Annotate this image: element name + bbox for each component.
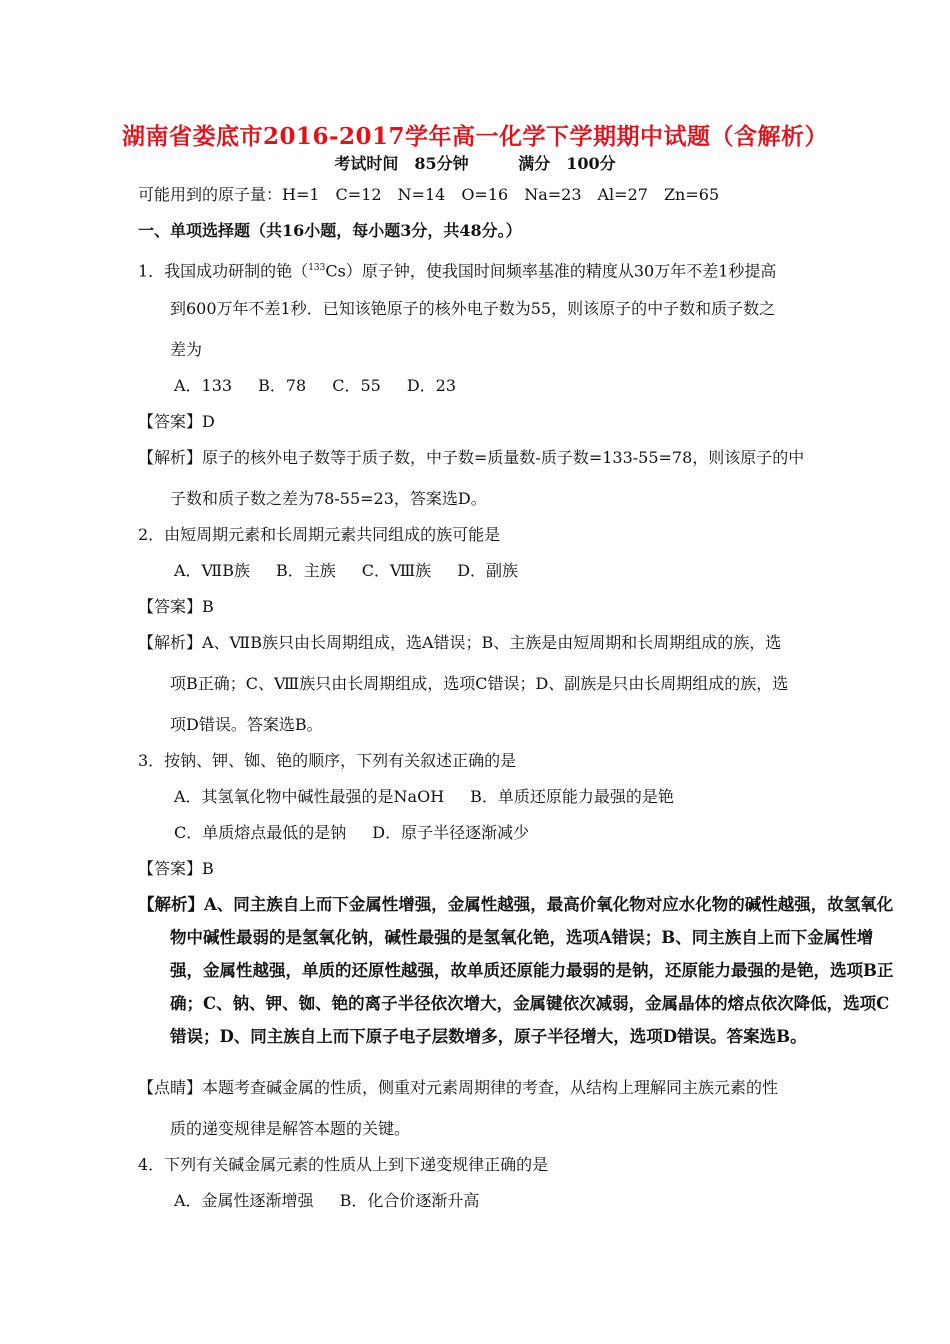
q2-option-d: D．副族 bbox=[457, 561, 519, 580]
atomic-masses: 可能用到的原子量：H=1 C=12 N=14 O=16 Na=23 Al=27 Zn=65 bbox=[138, 185, 720, 204]
q3-stem: 3．按钠、钾、铷、铯的顺序，下列有关叙述正确的是 bbox=[138, 751, 517, 770]
q1-option-a: A．133 bbox=[174, 376, 233, 395]
q1-analysis-line2: 子数和质子数之差为78-55=23，答案选D。 bbox=[170, 489, 487, 508]
document-title: 湖南省娄底市2016-2017学年高一化学下学期期中试题（含解析） bbox=[121, 123, 829, 150]
q2-option-b: B．主族 bbox=[275, 561, 336, 580]
q2-analysis-line3: 项D错误。答案选B。 bbox=[170, 715, 323, 734]
q3-analysis-line3: 强，金属性越强，单质的还原性越强，故单质还原能力最弱的是钠，还原能力最强的是铯，选项B正 bbox=[170, 961, 894, 980]
q1-option-b: B．78 bbox=[258, 376, 307, 395]
exam-time: 考试时间 85分钟 bbox=[334, 154, 469, 173]
q2-options bbox=[174, 560, 544, 582]
q1-answer: 【答案】D bbox=[138, 412, 215, 431]
q1-isotope-superscript: 133 bbox=[308, 263, 326, 273]
q3-analysis-line5: 错误；D、同主族自上而下原子电子层数增多，原子半径增大，选项D错误。答案选B。 bbox=[170, 1027, 807, 1046]
q4-stem: 4．下列有关碱金属元素的性质从上到下递变规律正确的是 bbox=[138, 1155, 549, 1174]
q1-stem-line3: 差为 bbox=[170, 340, 203, 359]
q3-analysis-line2: 物中碱性最弱的是氢氧化钠，碱性最强的是氢氧化铯，选项A错误；B、同主族自上而下金属性增 bbox=[170, 928, 874, 947]
q2-stem: 2．由短周期元素和长周期元素共同组成的族可能是 bbox=[138, 525, 501, 544]
q3-analysis-line1: 【解析】A、同主族自上而下金属性增强，金属性越强，最高价氧化物对应水化物的碱性越强，故氢氧化 bbox=[138, 895, 894, 914]
q3-comment-line1: 【点睛】本题考查碱金属的性质，侧重对元素周期律的考查，从结构上理解同主族元素的性 bbox=[138, 1078, 779, 1097]
q2-option-a: A．ⅦB族 bbox=[174, 561, 250, 580]
q1-stem-line1: 1．我国成功研制的铯（$^{133}$Cs）原子钟，使我国时间频率基准的精度从30万年不差1秒提高 bbox=[138, 261, 777, 281]
q3-options-row1 bbox=[174, 786, 674, 808]
q1-analysis-line1: 【解析】原子的核外电子数等于质子数，中子数=质量数-质子数=133-55=78，则该原子的中 bbox=[138, 448, 805, 467]
exam-info bbox=[0, 151, 950, 174]
q4-option-a: A．金属性逐渐增强 bbox=[174, 1191, 314, 1210]
q2-option-c: C．Ⅷ族 bbox=[361, 561, 432, 580]
q3-option-d: D．原子半径逐渐减少 bbox=[372, 823, 530, 842]
q3-comment-line2: 质的递变规律是解答本题的关键。 bbox=[170, 1119, 411, 1138]
q3-option-b: B．单质还原能力最强的是铯 bbox=[470, 787, 674, 806]
q3-answer: 【答案】B bbox=[138, 859, 214, 878]
q1-option-c: C．55 bbox=[332, 376, 381, 395]
q1-options bbox=[174, 375, 482, 397]
q1-stem-line2: 到600万年不差1秒．已知该铯原子的核外电子数为55，则该原子的中子数和质子数之 bbox=[170, 299, 776, 318]
q2-analysis-line2: 项B正确；C、Ⅷ族只由长周期组成，选项C错误；D、副族是只由长周期组成的族，选 bbox=[170, 674, 789, 693]
q4-options-row1 bbox=[174, 1190, 479, 1212]
q2-answer: 【答案】B bbox=[138, 597, 214, 616]
q3-analysis-line4: 确；C、钠、钾、铷、铯的离子半径依次增大，金属键依次减弱，金属晶体的熔点依次降低，选项C bbox=[170, 994, 890, 1013]
q1-option-d: D．23 bbox=[406, 376, 457, 395]
q3-option-a: A．其氢氧化物中碱性最强的是NaOH bbox=[174, 787, 445, 806]
q4-option-b: B．化合价逐渐升高 bbox=[339, 1191, 480, 1210]
q3-options-row2 bbox=[174, 822, 529, 844]
section-title: 一、单项选择题（共16小题，每小题3分，共48分。） bbox=[138, 221, 522, 240]
q3-option-c: C．单质熔点最低的是钠 bbox=[174, 823, 347, 842]
full-score: 满分 100分 bbox=[518, 154, 616, 173]
q2-analysis-line1: 【解析】A、ⅦB族只由长周期组成，选A错误；B、主族是由短周期和长周期组成的族，选 bbox=[138, 633, 782, 652]
